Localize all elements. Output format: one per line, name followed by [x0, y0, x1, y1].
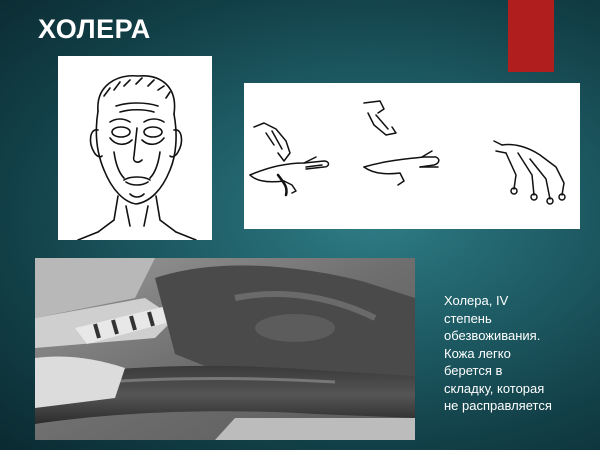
caption-line: берется в — [444, 363, 503, 378]
face-drawing — [58, 56, 212, 240]
accent-bar — [508, 0, 554, 72]
photo-caption — [444, 292, 594, 415]
caption-line: Холера, IV — [444, 293, 509, 308]
face-illustration — [58, 56, 212, 240]
caption-line: не расправляется — [444, 398, 552, 413]
caption-line: обезвоживания. — [444, 328, 541, 343]
clinical-photo — [35, 258, 415, 440]
hands-illustration — [244, 83, 580, 229]
caption-line: степень — [444, 310, 492, 326]
caption-line: складку, которая — [444, 380, 545, 396]
photo-image — [35, 258, 415, 440]
hands-drawing — [244, 83, 580, 229]
caption-line: Кожа легко — [444, 345, 511, 361]
slide-title: ХОЛЕРА — [38, 14, 151, 44]
